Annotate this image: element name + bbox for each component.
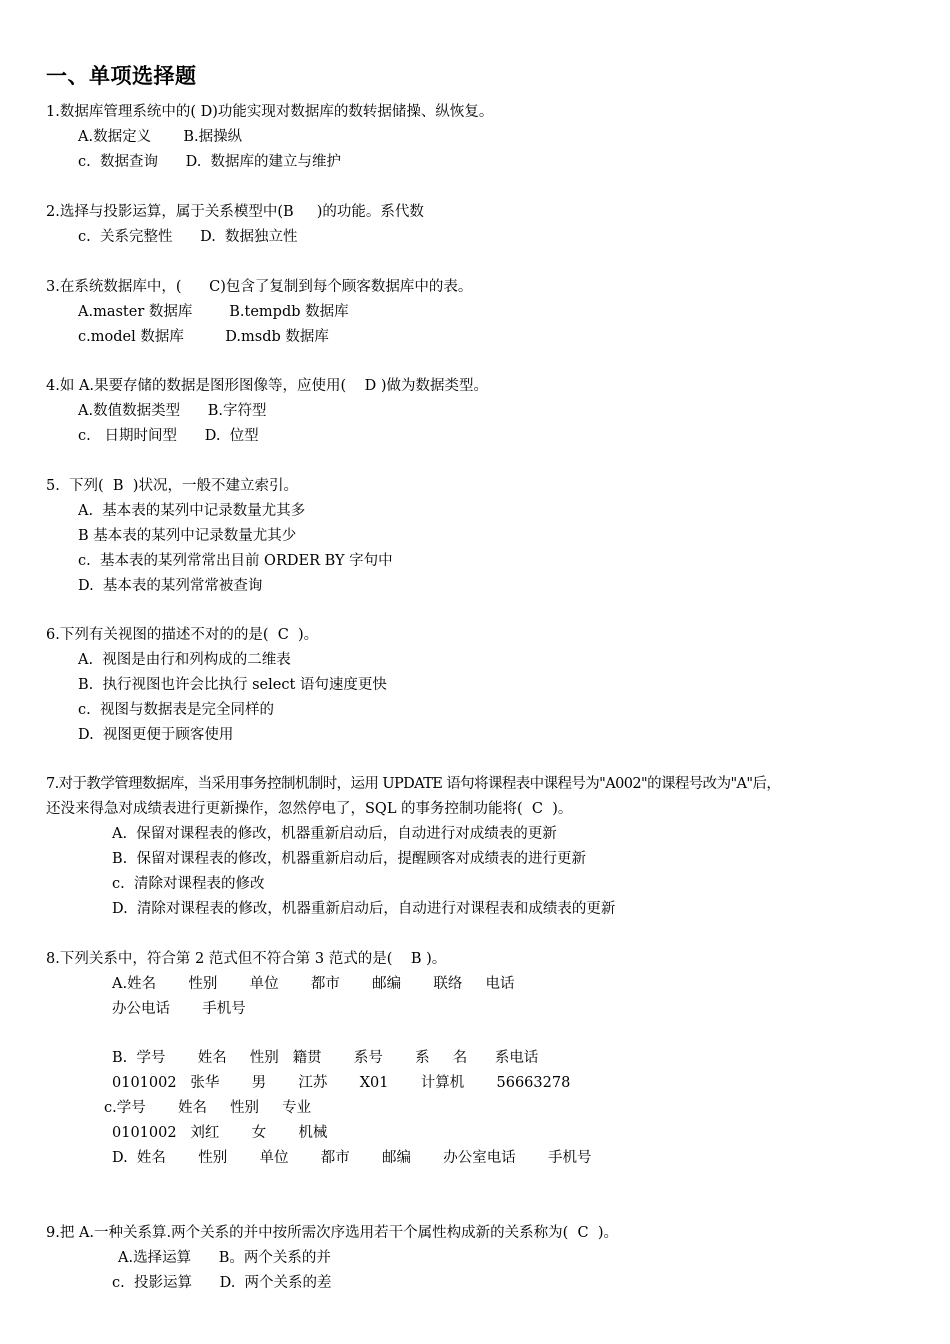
question-8-option-a-line-2: 办公电话 手机号 [112,1001,246,1017]
question-5-option-d: D. 基本表的某列常常被查询 [78,578,263,594]
question-3-options-cd: c.model 数据库 D.msdb 数据库 [78,329,329,345]
question-9-options-cd: c. 投影运算 D. 两个关系的差 [112,1275,332,1291]
question-6-option-b: B. 执行视图也许会比执行 select 语句速度更快 [78,677,387,693]
question-7-stem-line-1: 7.对于教学管理数据库，当采用事务控制机制时，运用 UPDATE 语句将课程表中课程号为"A002"的课程号改为"A"后， [46,776,781,792]
question-7-option-b: B. 保留对课程表的修改，机器重新启动后，提醒顾客对成绩表的进行更新 [112,851,586,867]
question-5-option-a: A. 基本表的某列中记录数量尤其多 [78,503,306,519]
question-5-option-b: B 基本表的某列中记录数量尤其少 [78,528,297,544]
question-7-option-a: A. 保留对课程表的修改，机器重新启动后，自动进行对成绩表的更新 [112,826,557,842]
question-2-options-cd: c. 关系完整性 D. 数据独立性 [78,229,298,245]
question-1-options-ab: A.数据定义 B.据操纵 [78,129,243,145]
question-4-options-cd: c. 日期时间型 D. 位型 [78,428,259,444]
question-8-option-b-row: 0101002 张华 男 江苏 X01 计算机 56663278 [112,1075,571,1091]
question-8-option-d: D. 姓名 性别 单位 都市 邮编 办公室电话 手机号 [112,1150,592,1166]
question-3-stem: 3.在系统数据库中，( C)包含了复制到每个顾客数据库中的表。 [46,279,473,295]
question-9-stem: 9.把 A.一种关系算.两个关系的并中按所需次序选用若干个属性构成新的关系称为( C )。 [46,1225,618,1241]
question-7-stem-line-2: 还没来得急对成绩表进行更新操作，忽然停电了，SQL 的事务控制功能将( C )。 [46,801,573,817]
question-8-option-c-row: 0101002 刘红 女 机械 [112,1125,328,1141]
question-7-option-c: c. 清除对课程表的修改 [112,876,265,892]
question-9-options-ab: A.选择运算 B。两个关系的并 [118,1250,331,1266]
question-6-option-c: c. 视图与数据表是完全同样的 [78,702,274,718]
question-1-stem: 1.数据库管理系统中的( D)功能实现对数据库的数转据储操、纵恢复。 [46,104,494,120]
question-6-stem: 6.下列有关视图的描述不对的的是( C )。 [46,627,319,643]
question-8-stem: 8.下列关系中，符合第 2 范式但不符合第 3 范式的是( B )。 [46,951,447,967]
question-6-option-d: D. 视图更便于顾客使用 [78,727,234,743]
question-6-option-a: A. 视图是由行和列构成的二维表 [78,652,291,668]
question-1-options-cd: c. 数据查询 D. 数据库的建立与维护 [78,154,342,170]
question-7-option-d: D. 清除对课程表的修改，机器重新启动后，自动进行对课程表和成绩表的更新 [112,901,616,917]
question-2-stem: 2.选择与投影运算，属于关系模型中(B )的功能。系代数 [46,204,424,220]
question-5-stem: 5. 下列( B )状况，一般不建立索引。 [46,478,298,494]
question-4-options-ab: A.数值数据类型 B.字符型 [78,403,267,419]
section-title: 一、单项选择题 [46,64,197,88]
question-8-option-b-header: B. 学号 姓名 性别 籍贯 系号 系 名 系电话 [112,1050,539,1066]
question-4-stem: 4.如 A.果要存储的数据是图形图像等，应使用( D )做为数据类型。 [46,378,489,394]
question-8-option-a-line-1: A.姓名 性别 单位 都市 邮编 联络 电话 [112,976,515,992]
question-8-option-c-header: c.学号 姓名 性别 专业 [104,1100,312,1116]
question-3-options-ab: A.master 数据库 B.tempdb 数据库 [78,304,349,320]
question-5-option-c: c. 基本表的某列常常出目前 ORDER BY 字句中 [78,553,393,569]
